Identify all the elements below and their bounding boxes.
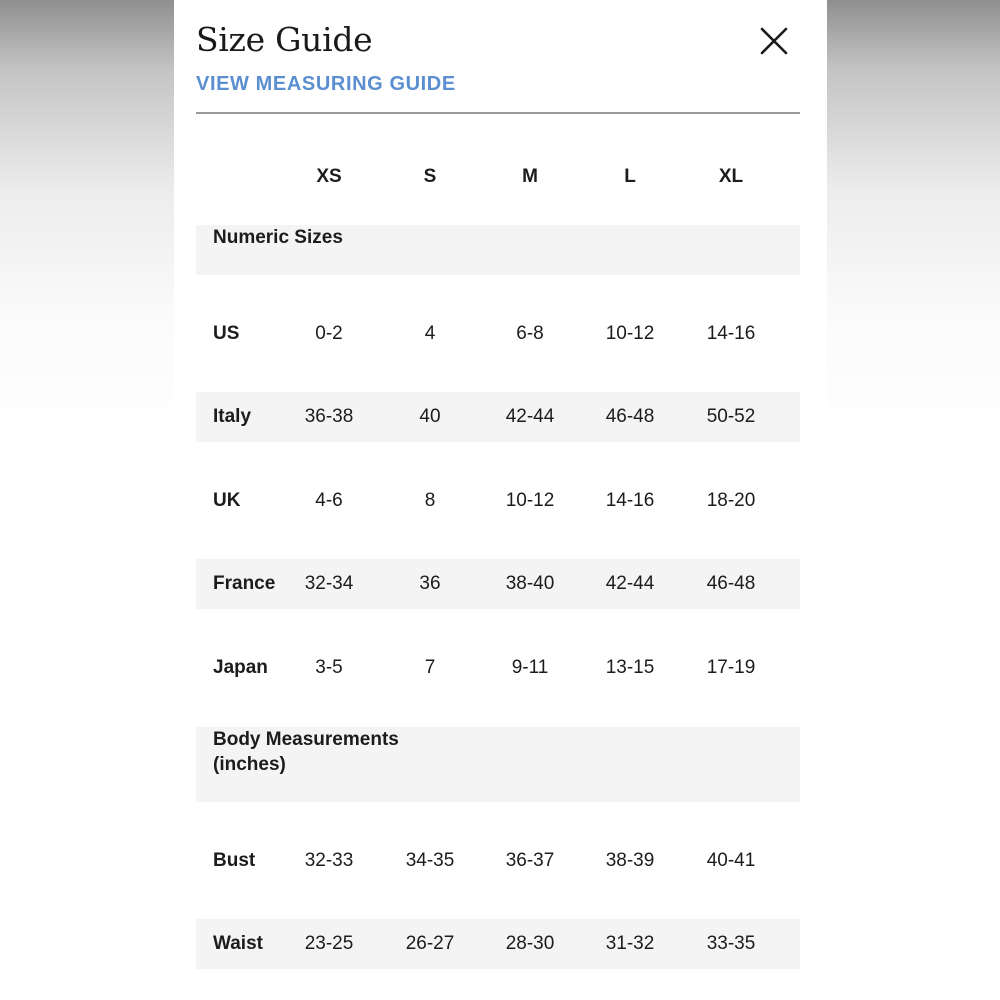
- table-cell: 42-44: [605, 573, 655, 594]
- close-button[interactable]: [754, 22, 796, 62]
- table-row-france: [196, 559, 800, 609]
- header-divider: [196, 112, 800, 114]
- table-cell: 40: [419, 406, 441, 427]
- table-cell: 38-39: [605, 849, 655, 871]
- table-cell: 32-34: [304, 573, 354, 594]
- section-label: Numeric Sizes: [213, 227, 343, 248]
- table-cell: 46-48: [706, 573, 756, 594]
- table-cell: 36: [419, 573, 441, 594]
- size-guide-modal: [174, 0, 827, 1000]
- table-row-uk: [196, 442, 800, 559]
- row-label: UK: [213, 489, 241, 511]
- row-label: France: [213, 573, 276, 594]
- table-cell: 42-44: [505, 406, 555, 427]
- table-cell: 10-12: [505, 489, 555, 511]
- table-cell: 7: [424, 657, 436, 678]
- table-cell: 36-38: [304, 406, 354, 427]
- table-cell: 36-37: [505, 849, 555, 871]
- row-label: Bust: [213, 849, 256, 871]
- table-cell: 13-15: [605, 657, 655, 678]
- size-table: [196, 142, 800, 969]
- section-row-numeric-sizes: [196, 225, 800, 275]
- table-cell: 40-41: [706, 849, 756, 871]
- table-cell: 23-25: [304, 933, 354, 954]
- table-cell: 26-27: [405, 933, 455, 954]
- table-cell: 31-32: [605, 933, 655, 954]
- table-cell: 38-40: [505, 573, 555, 594]
- table-cell: 46-48: [605, 406, 655, 427]
- table-row-bust: [196, 802, 800, 919]
- table-cell: 17-19: [706, 657, 756, 678]
- table-header-row: [196, 142, 800, 212]
- table-row-waist: [196, 919, 800, 969]
- table-cell: 4-6: [315, 489, 343, 511]
- close-icon: [754, 22, 796, 62]
- column-header-xl: XL: [718, 166, 744, 187]
- row-label: Italy: [213, 406, 252, 427]
- view-measuring-guide-link[interactable]: VIEW MEASURING GUIDE: [196, 73, 456, 95]
- table-row-japan: [196, 609, 800, 727]
- table-cell: 18-20: [706, 489, 756, 511]
- column-header-l: L: [624, 166, 636, 187]
- table-cell: 14-16: [605, 489, 655, 511]
- table-cell: 28-30: [505, 933, 555, 954]
- section-label: Body Measurements (inches): [213, 729, 399, 775]
- table-cell: 10-12: [605, 322, 655, 344]
- table-row-italy: [196, 392, 800, 442]
- table-row-us: [196, 275, 800, 392]
- table-cell: 0-2: [315, 322, 343, 344]
- row-label: US: [213, 322, 240, 344]
- table-cell: 34-35: [405, 849, 455, 871]
- table-cell: 14-16: [706, 322, 756, 344]
- table-cell: 32-33: [304, 849, 354, 871]
- column-header-m: M: [522, 166, 538, 187]
- table-cell: 6-8: [516, 322, 544, 344]
- row-label: Waist: [213, 933, 263, 954]
- row-label: Japan: [213, 657, 268, 678]
- table-cell: 4: [424, 322, 436, 344]
- table-cell: 33-35: [706, 933, 756, 954]
- column-header-s: S: [423, 166, 437, 187]
- section-row-body-measurements: [196, 727, 800, 802]
- column-header-xs: XS: [316, 166, 342, 187]
- table-cell: 8: [424, 489, 436, 511]
- modal-title: Size Guide: [196, 20, 373, 59]
- table-cell: 3-5: [315, 657, 343, 678]
- table-cell: 9-11: [511, 657, 549, 678]
- table-cell: 50-52: [706, 406, 756, 427]
